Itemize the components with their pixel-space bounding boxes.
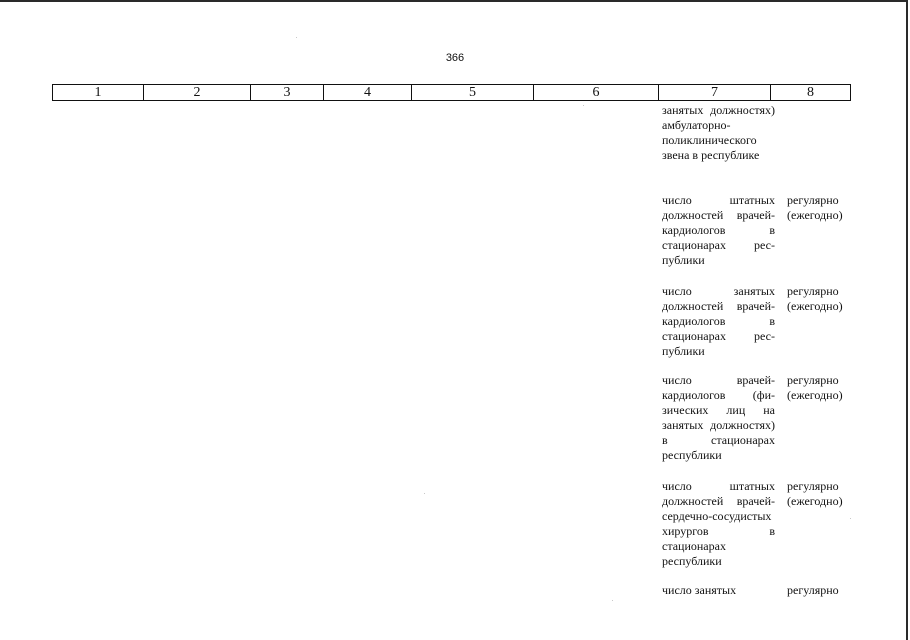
indicator-cell-3: число занятых должностей врачей-кардиологов в стационарах республики (662, 284, 775, 358)
page-border-top (0, 0, 906, 2)
column-header-row (52, 84, 851, 101)
scan-speck (850, 518, 851, 519)
column-header-6: 6 (534, 85, 659, 101)
frequency-cell-2: регулярно (ежегодно) (787, 193, 843, 222)
column-header-8: 8 (771, 85, 851, 101)
frequency-cell-5: регулярно (ежегодно) (787, 479, 843, 508)
indicator-cell-6: число занятых (662, 583, 737, 597)
scan-speck (296, 37, 297, 38)
scan-speck (424, 493, 425, 494)
column-header-2: 2 (144, 85, 251, 101)
indicator-cell-1: занятых должностях) амбулаторно-поликлинического звена в республике (662, 103, 775, 162)
page-border-right (906, 0, 908, 640)
scan-speck (612, 600, 613, 601)
frequency-cell-6: регулярно (787, 583, 839, 597)
scan-speck (583, 105, 584, 106)
column-header-5: 5 (412, 85, 534, 101)
page-number: 366 (445, 52, 465, 64)
frequency-cell-3: регулярно (ежегодно) (787, 284, 843, 313)
column-header-7: 7 (659, 85, 771, 101)
indicator-cell-4: число врачей-кардиологов (физических лиц на занятых должностях) в стационарах республики (662, 373, 775, 462)
column-header-4: 4 (324, 85, 412, 101)
column-header-3: 3 (251, 85, 324, 101)
column-header-1: 1 (53, 85, 144, 101)
indicator-cell-5: число штатных должностей врачей-сердечно-сосудистых хирургов в стационарах республики (662, 479, 775, 568)
indicator-cell-2: число штатных должностей врачей-кардиологов в стационарах республики (662, 193, 775, 267)
frequency-cell-4: регулярно (ежегодно) (787, 373, 843, 402)
